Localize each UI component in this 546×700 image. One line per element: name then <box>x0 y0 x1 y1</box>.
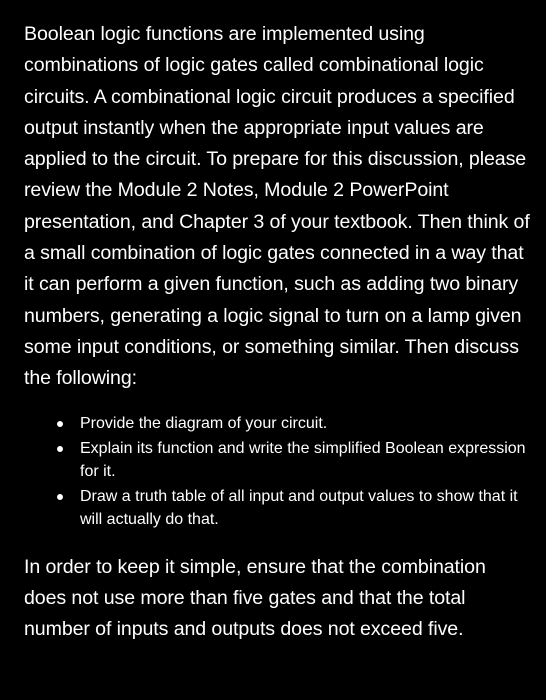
list-item <box>57 485 530 531</box>
closing-paragraph: In order to keep it simple, ensure that the combination does not use more than five gates and that the total number of inputs and outputs does not exceed five. <box>24 555 486 641</box>
intro-paragraph: Boolean logic functions are implemented using combinations of logic gates called combinational logic circuits. A combinational logic circuit produces a specified output instantly when the appropriate input values are applied to the circuit. To prepare for this discussion, please review the Module 2 Notes, Module 2 PowerPoint presentation, and Chapter 3 of your textbook. Then think of a small combination of logic gates connected in a way that it can perform a given function, such as adding two binary numbers, generating a logic signal to turn on a lamp given some input conditions, or something similar. Then discuss the following: <box>24 23 530 390</box>
bullet-icon <box>57 421 63 427</box>
list-item-text: Draw a truth table of all input and output values to show that it will actually do that. <box>80 487 518 528</box>
requirements-list <box>24 412 530 531</box>
instructions-text-block <box>24 19 530 645</box>
list-item-text: Explain its function and write the simplified Boolean expression for it. <box>80 439 526 480</box>
list-item-text: Provide the diagram of your circuit. <box>80 414 328 432</box>
bullet-icon <box>57 446 63 452</box>
bullet-icon <box>57 494 63 500</box>
list-item <box>57 412 530 435</box>
list-item <box>57 437 530 483</box>
